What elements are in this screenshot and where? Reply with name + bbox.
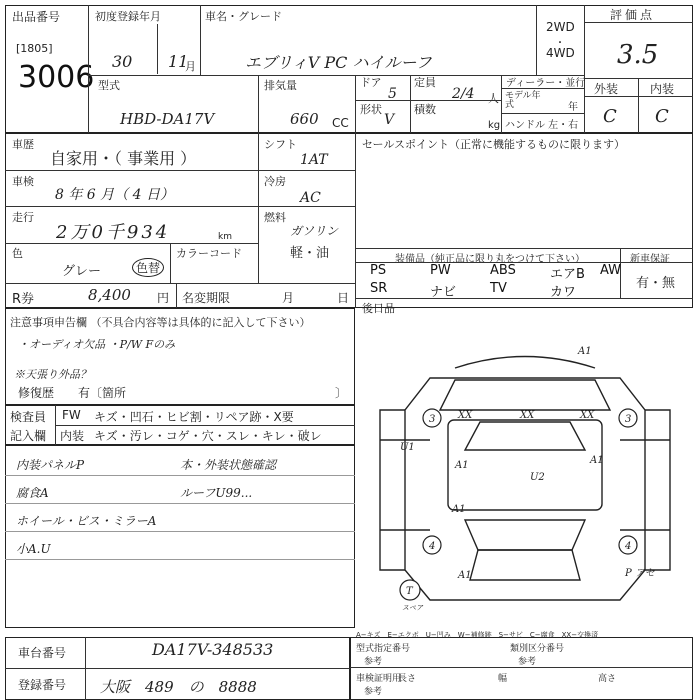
diag-a1-left: A1 — [455, 460, 469, 471]
body-type-label: 形状 — [360, 103, 382, 116]
capacity-value: 2/4 — [452, 86, 475, 102]
diag-3-left: 3 — [429, 414, 436, 425]
mileage-value: 2万0千934 — [56, 222, 171, 243]
diag-4-left: 4 — [429, 541, 436, 552]
type-sub: 参考 — [364, 657, 383, 667]
car-damage-diagram — [360, 340, 690, 630]
equipment-row1-4: AW — [600, 263, 622, 278]
height-label: 高さ — [598, 674, 617, 684]
shift-label: シフト — [264, 138, 297, 151]
chassis-value: DA17V-348533 — [152, 640, 274, 659]
repair-history-end: 〕 — [335, 386, 348, 400]
ac-label: 冷房 — [264, 175, 286, 188]
remark-left-0: 内装パネルP — [16, 458, 85, 472]
car-name-value: エブリィV PC ハイルーフ — [245, 53, 432, 72]
equipment-row2-0: SR — [370, 281, 388, 296]
model-value: HBD-DA17V — [120, 110, 215, 128]
color-code-label: カラーコード — [176, 247, 242, 260]
cat-sub: 参考 — [518, 657, 537, 667]
car-name-label: 車名・グレード — [205, 10, 282, 23]
equipment-row2-3: カワ — [550, 285, 577, 300]
sales-point-label: セールスポイント（正常に機能するものに限ります） — [362, 138, 626, 151]
ext-value: C — [603, 106, 617, 127]
drive-2wd: 2WD — [546, 20, 575, 34]
equipment-label: 装備品（純正品に限り丸をつけて下さい） — [395, 254, 585, 265]
inspector-int-label: 内装 — [60, 429, 85, 443]
color-change: 色替 — [132, 258, 164, 277]
inspector-label2: 記入欄 — [10, 429, 47, 443]
notes-line1: ・オーディオ欠品 ・P/W Fのみ — [18, 338, 176, 351]
grade-label: 評価点 — [610, 8, 656, 22]
diag-u2: U2 — [530, 472, 545, 483]
color-value: グレー — [62, 264, 102, 279]
dealer-nen: 年 — [568, 102, 578, 113]
dealer-model-year: モデル年式 — [505, 91, 541, 110]
int-label: 内装 — [650, 82, 675, 96]
reg-label: 登録番号 — [18, 678, 67, 692]
first-reg-month: 11 — [168, 52, 189, 71]
diag-spare: スペア — [402, 604, 423, 612]
first-reg-label: 初度登録年月 — [95, 10, 161, 23]
diag-a1-low: A1 — [458, 570, 472, 581]
len-label: 長さ — [398, 674, 417, 684]
dealer-label: ディーラー・並行 — [506, 78, 586, 89]
remark-left-1: 腐食A — [16, 486, 49, 500]
lot-code: [1805] — [16, 42, 53, 55]
history-label: 車歴 — [12, 138, 34, 151]
inspection-label: 車検 — [12, 175, 34, 188]
history-value: 自家用・（ 事業用 ） — [50, 149, 197, 168]
first-reg-month-unit: 月 — [185, 60, 196, 73]
capacity-label: 定員 — [414, 76, 436, 89]
equipment-row2-1: ナビ — [430, 285, 457, 300]
inspector-fw-items: キズ・凹石・ヒビ割・リペア跡・X要 — [94, 410, 294, 424]
name-change-day: 日 — [337, 291, 350, 305]
later-label: 後日品 — [362, 302, 395, 315]
equipment-row1-2: ABS — [490, 263, 516, 278]
fuel-value: ガソリン — [290, 224, 339, 238]
model-label: 型式 — [98, 79, 120, 92]
capacity-unit: 人 — [488, 92, 499, 105]
inspection-value: 8 年 6 月（ 4 日） — [55, 187, 174, 203]
new-warranty-label: 新車保証 — [630, 254, 670, 265]
lot-number: 3006 — [18, 60, 95, 95]
cert-label: 車検証明用 — [356, 674, 402, 684]
mileage-unit: km — [218, 232, 232, 242]
type-label: 型式指定番号 — [356, 644, 411, 654]
color-label: 色 — [12, 247, 23, 260]
remark-right-0: 本・外装状態確認 — [180, 458, 277, 472]
displacement-unit: CC — [332, 116, 349, 130]
fuel-value2: 軽・油 — [290, 246, 330, 261]
diag-xx-2: XX — [520, 410, 535, 421]
mileage-label: 走行 — [12, 211, 34, 224]
remark-left-2: ホイール・ビス・ミラーA — [16, 514, 157, 528]
int-value: C — [655, 106, 669, 127]
remark-right-1: ルーフU99... — [180, 486, 253, 500]
reg-value: 大阪 489 の 8888 — [100, 678, 257, 696]
recycle-value: 8,400 — [88, 286, 131, 304]
chassis-label: 車台番号 — [18, 646, 67, 660]
diag-p-text: P アセ — [625, 568, 655, 579]
recycle-label: R券 — [12, 292, 35, 307]
load-unit: kg — [488, 120, 501, 131]
diag-a1-mid: A1 — [452, 504, 466, 515]
width-label: 幅 — [498, 674, 508, 684]
cert-sub: 参考 — [364, 687, 383, 697]
drive-4wd: 4WD — [546, 46, 575, 60]
name-change-month: 月 — [282, 291, 295, 305]
shift-value: 1AT — [300, 152, 328, 168]
diag-a1-top: A1 — [578, 346, 592, 357]
ext-label: 外装 — [594, 82, 619, 96]
lot-label: 出品番号 — [12, 10, 61, 24]
diag-t: T — [406, 586, 413, 597]
fuel-label: 燃料 — [264, 211, 286, 224]
doors-value: 5 — [388, 86, 397, 102]
inspector-int-items: キズ・汚レ・コゲ・穴・スレ・キレ・破レ — [94, 429, 322, 443]
body-type-value: V — [384, 112, 395, 128]
damage-legend: A−キズ E−エクボ U−凹み W−補修跡 S−サビ C−腐食 XX−交換済 — [356, 631, 599, 639]
notes-label: 注意事項申告欄 （不具合内容等は具体的に記入して下さい） — [10, 316, 311, 329]
ac-value: AC — [300, 190, 321, 206]
equipment-row1-1: PW — [430, 263, 451, 278]
diag-u1: U1 — [400, 442, 415, 453]
displacement-value: 660 — [290, 110, 319, 128]
recycle-unit: 円 — [157, 291, 170, 305]
remark-left-3: 小A.U — [16, 542, 51, 556]
inspector-fw-label: FW — [62, 408, 81, 422]
equipment-row2-2: TV — [490, 281, 507, 296]
displacement-label: 排気量 — [264, 79, 297, 92]
diag-xx-1: XX — [458, 410, 473, 421]
new-warranty-value: 有・無 — [636, 276, 676, 291]
cat-label: 類別区分番号 — [510, 644, 565, 654]
equipment-row1-0: PS — [370, 263, 387, 278]
drive-dot: ・ — [555, 38, 565, 49]
name-change-label: 名変期限 — [182, 291, 231, 305]
load-label: 積数 — [414, 103, 436, 116]
diag-3-right: 3 — [625, 414, 632, 425]
repair-history: 修復歴 有〔箇所 — [18, 386, 127, 400]
diag-xx-3: XX — [580, 410, 595, 421]
notes-line2: ※天張り外品？ — [14, 368, 91, 381]
doors-label: ドア — [360, 76, 382, 89]
inspector-label1: 検査員 — [10, 410, 47, 424]
equipment-row1-3: エアB — [550, 267, 585, 282]
grade-value: 3.5 — [617, 40, 659, 70]
diag-a1-right: A1 — [590, 455, 604, 466]
first-reg-year: 30 — [112, 52, 133, 71]
dealer-handle: ハンドル 左・右 — [505, 120, 579, 131]
diag-4-right: 4 — [625, 541, 632, 552]
